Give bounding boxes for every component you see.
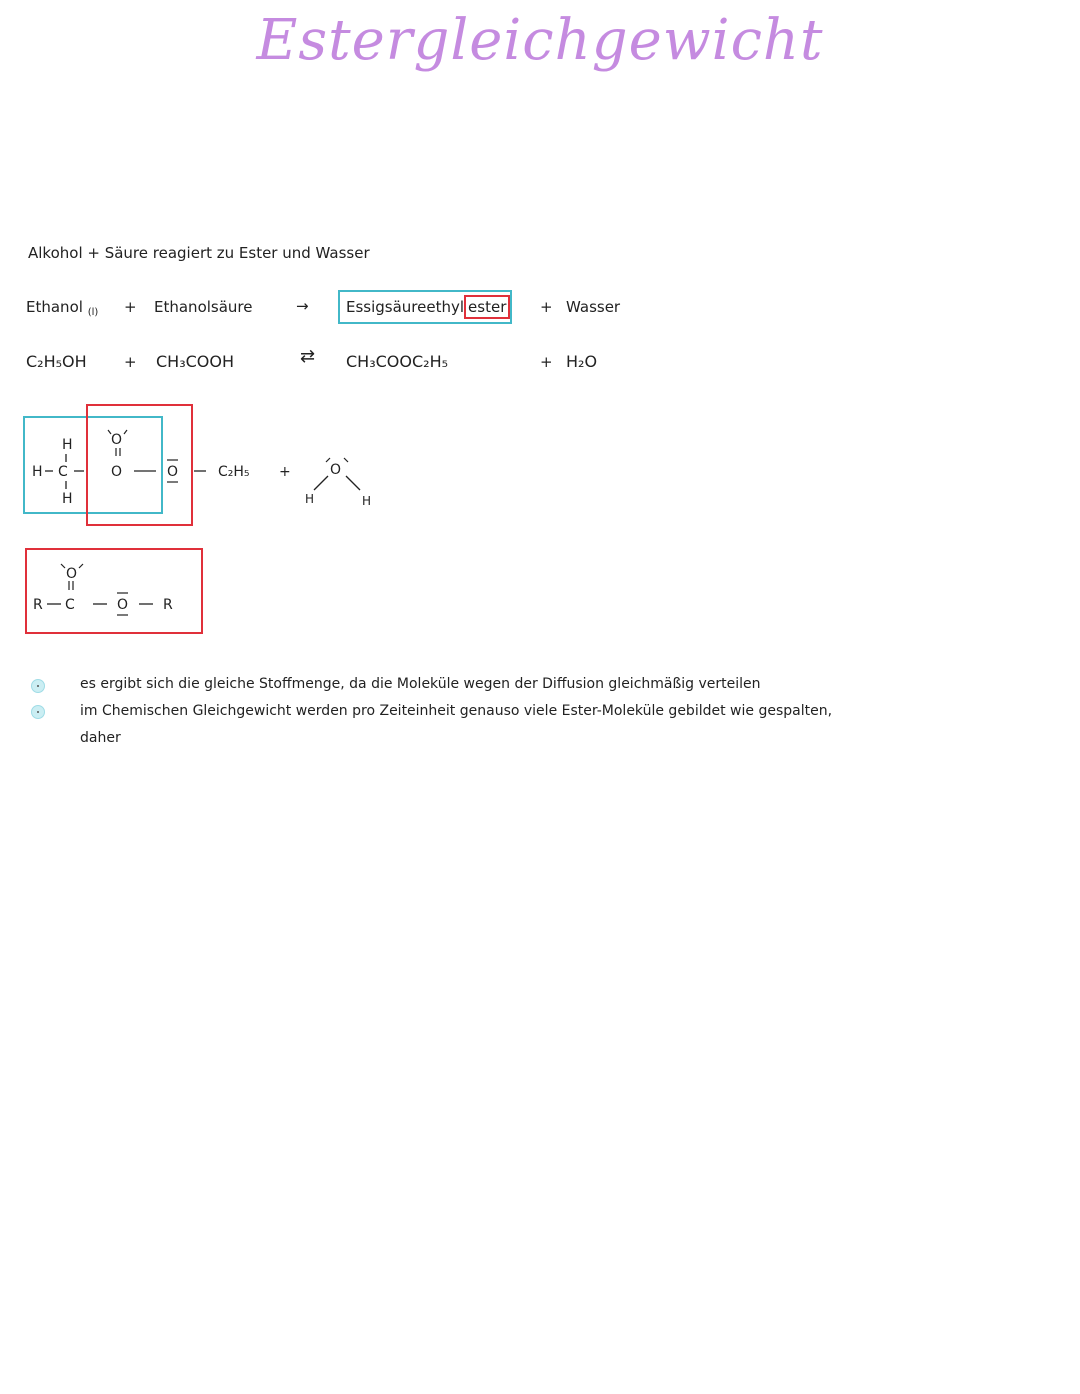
word-reactant-acid: Ethanolsäure bbox=[154, 298, 253, 316]
atom-h-top: H bbox=[62, 437, 73, 453]
word-product-water: Wasser bbox=[566, 298, 621, 316]
general-ester-diagram bbox=[25, 548, 201, 632]
bullet-text-1: es ergibt sich die gleiche Stoffmenge, da die Moleküle wegen der Diffusion gleichmäßig verteilen bbox=[80, 676, 761, 692]
page-title: Estergleichgewicht bbox=[256, 8, 824, 73]
ester-part2: ester bbox=[464, 295, 510, 319]
bullet-text-2: im Chemischen Gleichgewicht werden pro Zeiteinheit genauso viele Ester-Moleküle gebildet wie gespalten, bbox=[80, 703, 833, 719]
formula-reactant-ethanol: C₂H₅OH bbox=[26, 352, 87, 371]
formula-product-ester: CH₃COOC₂H₅ bbox=[346, 352, 449, 371]
atom-o-ether: O bbox=[167, 464, 179, 480]
formula-reactant-acid: CH₃COOH bbox=[156, 352, 235, 371]
word-product-ester-box bbox=[338, 290, 512, 324]
atom-o-general-ether: O bbox=[117, 597, 129, 613]
state-label: (l) bbox=[87, 307, 99, 318]
atom-o-general-carbonyl: O bbox=[66, 566, 78, 582]
word-arrow: → bbox=[296, 297, 309, 315]
atom-o-carbonyl: O bbox=[111, 432, 123, 448]
atom-c-general: C bbox=[65, 597, 75, 613]
intro-text: Alkohol + Säure reagiert zu Ester und Wasser bbox=[28, 244, 370, 262]
word-plus-1: + bbox=[124, 298, 137, 316]
atom-c-carbonyl: O bbox=[111, 464, 123, 480]
formula-plus-2: + bbox=[540, 353, 553, 371]
atom-h-water-right: H bbox=[362, 494, 372, 508]
atom-h-left: H bbox=[32, 464, 43, 480]
structure-plus: + bbox=[279, 464, 291, 480]
atom-r-left: R bbox=[33, 597, 43, 613]
atom-r-right: R bbox=[163, 597, 173, 613]
equilibrium-arrow: ⇄ bbox=[300, 346, 316, 367]
atom-o-water: O bbox=[330, 462, 342, 478]
ester-part1: Essigsäureethyl bbox=[346, 298, 465, 316]
ester-structure-diagram bbox=[0, 400, 420, 530]
formula-product-water: H₂O bbox=[566, 352, 598, 371]
formula-plus-1: + bbox=[124, 353, 137, 371]
bullet-marker-2 bbox=[31, 705, 45, 719]
group-ethyl: C₂H₅ bbox=[218, 464, 250, 480]
bullet-continuation: daher bbox=[80, 730, 121, 746]
atom-h-bottom: H bbox=[62, 491, 73, 507]
atom-h-water-left: H bbox=[305, 492, 315, 506]
reactant1-label: Ethanol bbox=[26, 298, 83, 316]
word-reactant-ethanol bbox=[26, 298, 98, 318]
atom-c-methyl: C bbox=[58, 464, 68, 480]
bullet-marker-1 bbox=[31, 679, 45, 693]
word-plus-2: + bbox=[540, 298, 553, 316]
